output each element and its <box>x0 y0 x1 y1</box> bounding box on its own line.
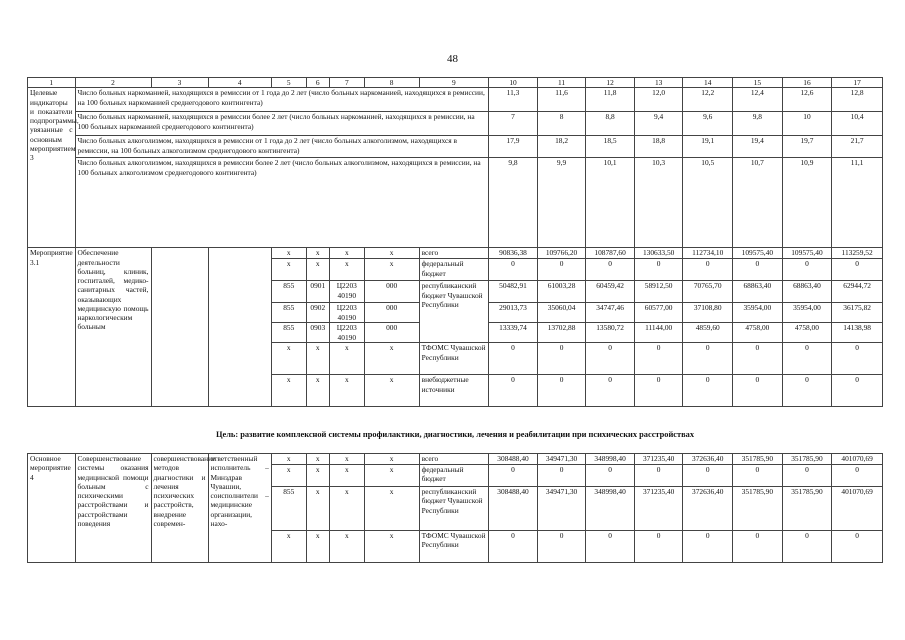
value-cell: 113259,52 <box>832 248 883 259</box>
value-cell: 372636,40 <box>683 454 733 465</box>
value-cell: 10,4 <box>832 112 883 136</box>
value-cell: 18,8 <box>634 136 683 158</box>
code-cell: x <box>329 465 364 487</box>
value-cell: 61003,28 <box>537 281 586 303</box>
code-cell: x <box>271 465 306 487</box>
code-cell: 000 <box>364 303 419 323</box>
value-cell: 70765,70 <box>683 281 733 303</box>
code-cell: x <box>329 259 364 281</box>
value-cell: 401070,69 <box>832 454 883 465</box>
value-cell: 0 <box>586 465 635 487</box>
value-cell: 109766,20 <box>537 248 586 259</box>
main-activity-label: Основное мероприятие 4 <box>28 454 76 563</box>
value-cell: 0 <box>832 343 883 375</box>
value-cell: 0 <box>586 375 635 407</box>
header-cell: 17 <box>832 78 883 88</box>
value-cell: 308488,40 <box>489 487 538 531</box>
value-cell: 348998,40 <box>586 454 635 465</box>
finance-row <box>28 248 883 259</box>
code-cell: x <box>364 248 419 259</box>
header-cell: 4 <box>208 78 271 88</box>
value-cell: 9,8 <box>489 158 538 248</box>
value-cell: 0 <box>634 343 683 375</box>
header-cell: 3 <box>151 78 208 88</box>
main-activity-executor: ответственный исполнитель – Минздрав Чувашии, соисполнители – медицинские организации, нахо- <box>208 454 271 563</box>
value-cell: 12,2 <box>683 88 733 112</box>
code-cell: x <box>306 531 329 563</box>
header-cell: 1 <box>28 78 76 88</box>
code-cell: Ц2203 40190 <box>329 303 364 323</box>
value-cell: 348998,40 <box>586 487 635 531</box>
indicator-text: Число больных алкоголизмом, находящихся в ремиссии от 1 года до 2 лет (число больных алкоголизмом, находящихся в ремиссии, на 100 больных алкоголизмом среднегодового контингента) <box>75 136 489 158</box>
main-activity-description: Совершенствование системы оказания медицинской помощи больным с психическими расстройствами и расстройствами поведения <box>75 454 151 563</box>
indicator-group-label: Целевые индикаторы и показатели подпрограммы, увязанные с основным мероприятием 3 <box>28 88 76 248</box>
source-cell: федеральный бюджет <box>419 465 489 487</box>
value-cell: 351785,90 <box>733 487 783 531</box>
value-cell: 60459,42 <box>586 281 635 303</box>
empty-cell <box>151 248 208 407</box>
code-cell: 855 <box>271 281 306 303</box>
value-cell: 12,0 <box>634 88 683 112</box>
source-cell: федеральный бюджет <box>419 259 489 281</box>
code-cell: x <box>271 531 306 563</box>
code-cell: x <box>329 531 364 563</box>
value-cell: 0 <box>782 343 832 375</box>
source-cell: ТФОМС Чувашской Республики <box>419 343 489 375</box>
value-cell: 0 <box>537 259 586 281</box>
source-cell: республиканский бюджет Чувашской Республики <box>419 487 489 531</box>
value-cell: 0 <box>832 375 883 407</box>
value-cell: 0 <box>683 343 733 375</box>
value-cell: 0 <box>634 259 683 281</box>
value-cell: 62944,72 <box>832 281 883 303</box>
value-cell: 0 <box>683 375 733 407</box>
code-cell: x <box>271 259 306 281</box>
program-table-2 <box>27 453 883 563</box>
value-cell: 0 <box>733 375 783 407</box>
header-cell: 13 <box>634 78 683 88</box>
header-cell: 9 <box>419 78 489 88</box>
value-cell: 0 <box>782 259 832 281</box>
value-cell: 19,1 <box>683 136 733 158</box>
finance-row <box>28 454 883 465</box>
value-cell: 10,9 <box>782 158 832 248</box>
value-cell: 10,5 <box>683 158 733 248</box>
value-cell: 60577,00 <box>634 303 683 323</box>
header-row <box>28 78 883 88</box>
value-cell: 4859,60 <box>683 323 733 343</box>
value-cell: 21,7 <box>832 136 883 158</box>
value-cell: 0 <box>832 531 883 563</box>
value-cell: 0 <box>634 375 683 407</box>
code-cell: x <box>329 248 364 259</box>
code-cell: x <box>364 375 419 407</box>
code-cell: 000 <box>364 281 419 303</box>
value-cell: 0 <box>489 465 538 487</box>
value-cell: 0 <box>489 531 538 563</box>
code-cell: x <box>329 487 364 531</box>
activity-label: Мероприятие 3.1 <box>28 248 76 407</box>
code-cell: x <box>329 454 364 465</box>
code-cell: x <box>329 343 364 375</box>
value-cell: 371235,40 <box>634 487 683 531</box>
value-cell: 371235,40 <box>634 454 683 465</box>
value-cell: 108787,60 <box>586 248 635 259</box>
value-cell: 0 <box>782 375 832 407</box>
indicator-row <box>28 158 883 248</box>
value-cell: 18,2 <box>537 136 586 158</box>
value-cell: 10,1 <box>586 158 635 248</box>
code-cell: x <box>271 343 306 375</box>
value-cell: 0 <box>832 465 883 487</box>
code-cell: x <box>364 343 419 375</box>
code-cell: 0901 <box>306 281 329 303</box>
header-cell: 6 <box>306 78 329 88</box>
value-cell: 11,3 <box>489 88 538 112</box>
source-cell: всего <box>419 248 489 259</box>
value-cell: 10 <box>782 112 832 136</box>
value-cell: 372636,40 <box>683 487 733 531</box>
value-cell: 0 <box>733 259 783 281</box>
value-cell: 0 <box>489 259 538 281</box>
value-cell: 13580,72 <box>586 323 635 343</box>
value-cell: 13339,74 <box>489 323 538 343</box>
value-cell: 9,9 <box>537 158 586 248</box>
value-cell: 13702,88 <box>537 323 586 343</box>
indicator-text: Число больных алкоголизмом, находящихся в ремиссии более 2 лет (число больных алкоголизмом, находящихся в ремиссии, на 100 больных алкоголизмом среднегодового контингента) <box>75 158 489 248</box>
value-cell: 130633,50 <box>634 248 683 259</box>
value-cell: 8,8 <box>586 112 635 136</box>
code-cell: x <box>329 375 364 407</box>
program-table <box>27 77 883 407</box>
value-cell: 68863,40 <box>733 281 783 303</box>
value-cell: 351785,90 <box>733 454 783 465</box>
value-cell: 11,6 <box>537 88 586 112</box>
value-cell: 11,8 <box>586 88 635 112</box>
value-cell: 90836,38 <box>489 248 538 259</box>
code-cell: 855 <box>271 487 306 531</box>
page-number: 48 <box>447 53 458 65</box>
source-cell: ТФОМС Чувашской Республики <box>419 531 489 563</box>
value-cell: 0 <box>537 531 586 563</box>
code-cell: 855 <box>271 303 306 323</box>
value-cell: 0 <box>537 343 586 375</box>
value-cell: 0 <box>683 259 733 281</box>
value-cell: 0 <box>586 531 635 563</box>
goal-title: Цель: развитие комплексной системы профилактики, диагностики, лечения и реабилитации при психических расстройствах <box>215 430 695 439</box>
header-cell: 11 <box>537 78 586 88</box>
value-cell: 9,6 <box>683 112 733 136</box>
header-cell: 12 <box>586 78 635 88</box>
header-cell: 15 <box>733 78 783 88</box>
code-cell: x <box>306 248 329 259</box>
value-cell: 34747,46 <box>586 303 635 323</box>
value-cell: 9,4 <box>634 112 683 136</box>
value-cell: 12,8 <box>832 88 883 112</box>
value-cell: 349471,30 <box>537 454 586 465</box>
code-cell: Ц2203 40190 <box>329 281 364 303</box>
value-cell: 12,6 <box>782 88 832 112</box>
value-cell: 9,8 <box>733 112 783 136</box>
value-cell: 109575,40 <box>782 248 832 259</box>
code-cell: 0903 <box>306 323 329 343</box>
value-cell: 0 <box>586 259 635 281</box>
value-cell: 4758,00 <box>782 323 832 343</box>
main-activity-tasks: совершенствование методов диагностики и лечения психических расстройств, внедрение современ- <box>151 454 208 563</box>
code-cell: x <box>306 487 329 531</box>
header-cell: 8 <box>364 78 419 88</box>
value-cell: 349471,30 <box>537 487 586 531</box>
code-cell: 0902 <box>306 303 329 323</box>
value-cell: 7 <box>489 112 538 136</box>
code-cell: x <box>364 259 419 281</box>
header-cell: 7 <box>329 78 364 88</box>
value-cell: 112734,10 <box>683 248 733 259</box>
header-cell: 14 <box>683 78 733 88</box>
value-cell: 0 <box>832 259 883 281</box>
code-cell: x <box>306 259 329 281</box>
code-cell: x <box>364 454 419 465</box>
value-cell: 11144,00 <box>634 323 683 343</box>
code-cell: 855 <box>271 323 306 343</box>
value-cell: 35060,04 <box>537 303 586 323</box>
value-cell: 0 <box>489 375 538 407</box>
indicator-text: Число больных наркоманией, находящихся в ремиссии более 2 лет (число больных наркоманией, находящихся в ремиссии, на 100 больных наркоманией среднегодового контингента) <box>75 112 489 136</box>
code-cell: x <box>271 454 306 465</box>
value-cell: 14138,98 <box>832 323 883 343</box>
value-cell: 401070,69 <box>832 487 883 531</box>
value-cell: 0 <box>586 343 635 375</box>
indicator-text: Число больных наркоманией, находящихся в ремиссии от 1 года до 2 лет (число больных наркоманией, находящихся в ремиссии, на 100 больных наркоманией среднегодового контингента) <box>75 88 489 112</box>
value-cell: 19,7 <box>782 136 832 158</box>
code-cell: x <box>364 487 419 531</box>
value-cell: 11,1 <box>832 158 883 248</box>
value-cell: 0 <box>537 375 586 407</box>
value-cell: 0 <box>634 465 683 487</box>
source-cell: республиканский бюджет Чувашской Республики <box>419 281 489 343</box>
value-cell: 36175,82 <box>832 303 883 323</box>
code-cell: Ц2203 40190 <box>329 323 364 343</box>
value-cell: 50482,91 <box>489 281 538 303</box>
code-cell: x <box>306 454 329 465</box>
value-cell: 12,4 <box>733 88 783 112</box>
value-cell: 0 <box>683 465 733 487</box>
value-cell: 0 <box>782 531 832 563</box>
indicator-row <box>28 88 883 112</box>
value-cell: 68863,40 <box>782 281 832 303</box>
code-cell: x <box>364 531 419 563</box>
empty-cell <box>208 248 271 407</box>
code-cell: 000 <box>364 323 419 343</box>
value-cell: 10,7 <box>733 158 783 248</box>
code-cell: x <box>306 465 329 487</box>
value-cell: 0 <box>489 343 538 375</box>
value-cell: 0 <box>733 531 783 563</box>
value-cell: 35954,00 <box>782 303 832 323</box>
source-cell: всего <box>419 454 489 465</box>
value-cell: 0 <box>683 531 733 563</box>
code-cell: x <box>306 375 329 407</box>
code-cell: x <box>306 343 329 375</box>
header-cell: 2 <box>75 78 151 88</box>
value-cell: 0 <box>537 465 586 487</box>
code-cell: x <box>271 375 306 407</box>
value-cell: 17,9 <box>489 136 538 158</box>
value-cell: 109575,40 <box>733 248 783 259</box>
activity-description: Обеспечение деятельности больниц, клиник, госпиталей, медико-санитарных частей, оказывающих медицинскую помощь наркологическим больным <box>75 248 151 407</box>
value-cell: 351785,90 <box>782 454 832 465</box>
value-cell: 0 <box>733 465 783 487</box>
value-cell: 18,5 <box>586 136 635 158</box>
value-cell: 351785,90 <box>782 487 832 531</box>
header-cell: 5 <box>271 78 306 88</box>
header-cell: 10 <box>489 78 538 88</box>
header-cell: 16 <box>782 78 832 88</box>
value-cell: 0 <box>634 531 683 563</box>
code-cell: x <box>271 248 306 259</box>
source-cell: внебюджетные источники <box>419 375 489 407</box>
value-cell: 8 <box>537 112 586 136</box>
value-cell: 308488,40 <box>489 454 538 465</box>
code-cell: x <box>364 465 419 487</box>
value-cell: 19,4 <box>733 136 783 158</box>
value-cell: 35954,00 <box>733 303 783 323</box>
value-cell: 37108,80 <box>683 303 733 323</box>
value-cell: 10,3 <box>634 158 683 248</box>
value-cell: 0 <box>733 343 783 375</box>
indicator-row <box>28 112 883 136</box>
value-cell: 4758,00 <box>733 323 783 343</box>
value-cell: 29013,73 <box>489 303 538 323</box>
value-cell: 0 <box>782 465 832 487</box>
value-cell: 58912,50 <box>634 281 683 303</box>
indicator-row <box>28 136 883 158</box>
